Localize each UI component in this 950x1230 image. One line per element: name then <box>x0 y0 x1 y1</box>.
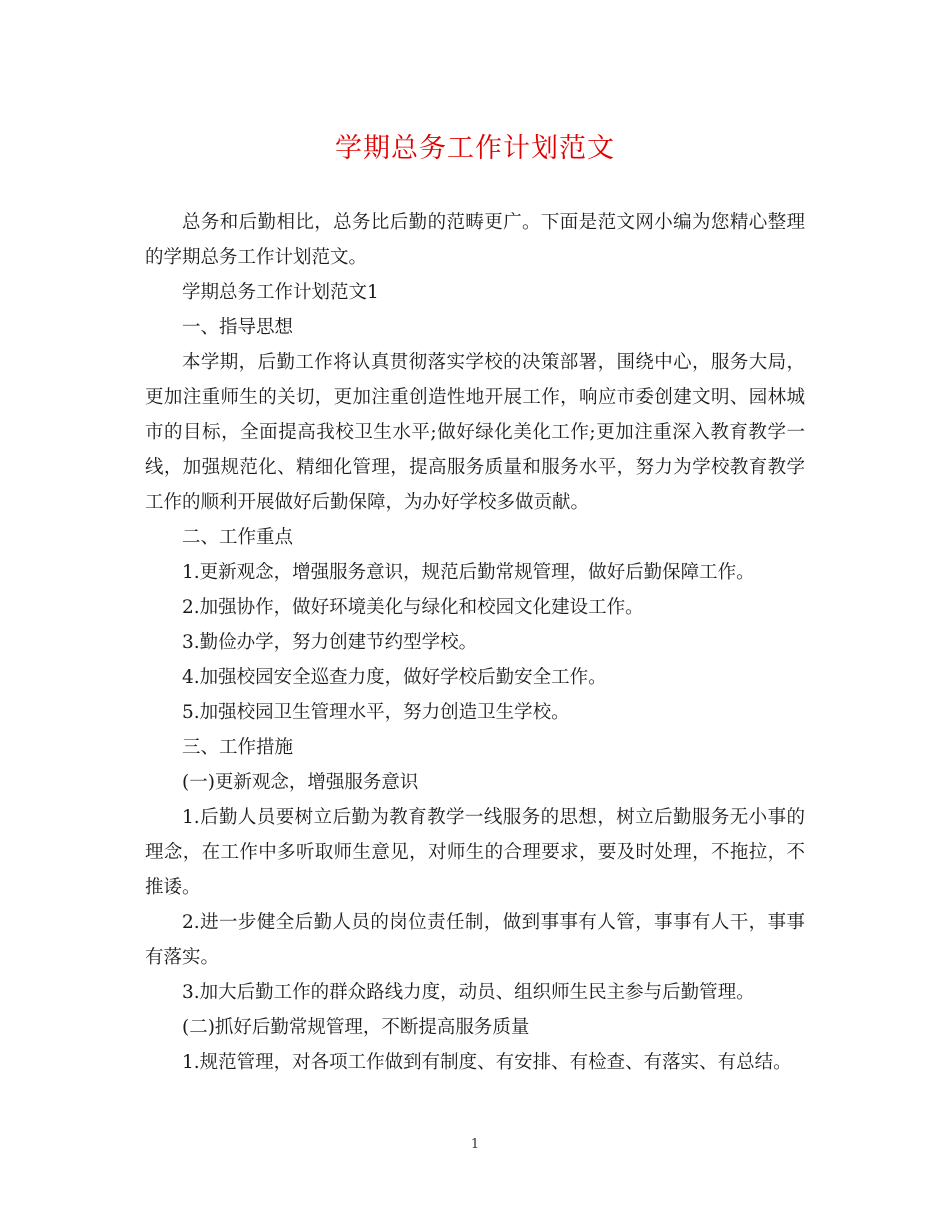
list-item: 3.勤俭办学，努力创建节约型学校。 <box>182 632 478 653</box>
document-body <box>145 205 805 1080</box>
section-heading: 学期总务工作计划范文1 <box>182 282 379 303</box>
list-item: 1.后勤人员要树立后勤为教育教学一线服务的思想，树立后勤服务无小事的理念，在工作中多听取师生意见，对师生的合理要求，要及时处理，不拖拉，不推诿。 <box>145 807 805 898</box>
intro-paragraph: 总务和后勤相比，总务比后勤的范畴更广。下面是范文网小编为您精心整理的学期总务工作计划范文。 <box>145 212 805 268</box>
subsection-heading: (二)抓好后勤常规管理，不断提高服务质量 <box>182 1017 530 1038</box>
list-item: 2.加强协作，做好环境美化与绿化和校园文化建设工作。 <box>182 597 644 618</box>
body-paragraph: 本学期，后勤工作将认真贯彻落实学校的决策部署，围绕中心，服务大局，更加注重师生的关切，更加注重创造性地开展工作，响应市委创建文明、园林城市的目标，全面提高我校卫生水平;做好绿化美化工作;更加注重深入教育教学一线，加强规范化、精细化管理，提高服务质量和服务水平，努力为学校教育教学工作的顺利开展做好后勤保障，为办好学校多做贡献。 <box>145 352 805 513</box>
section-heading: 一、指导思想 <box>182 317 294 338</box>
list-item: 1.规范管理，对各项工作做到有制度、有安排、有检查、有落实、有总结。 <box>182 1052 792 1073</box>
list-item: 3.加大后勤工作的群众路线力度，动员、组织师生民主参与后勤管理。 <box>182 982 755 1003</box>
list-item: 5.加强校园卫生管理水平，努力创造卫生学校。 <box>182 702 570 723</box>
page-number: 1 <box>470 1137 480 1152</box>
list-item: 1.更新观念，增强服务意识，规范后勤常规管理，做好后勤保障工作。 <box>182 562 755 583</box>
list-item: 2.进一步健全后勤人员的岗位责任制，做到事事有人管，事事有人干，事事有落实。 <box>145 912 805 968</box>
section-heading: 二、工作重点 <box>182 527 294 548</box>
document-title: 学期总务工作计划范文 <box>335 133 615 164</box>
section-heading: 三、工作措施 <box>182 737 294 758</box>
subsection-heading: (一)更新观念，增强服务意识 <box>182 772 419 793</box>
list-item: 4.加强校园安全巡查力度，做好学校后勤安全工作。 <box>182 667 607 688</box>
